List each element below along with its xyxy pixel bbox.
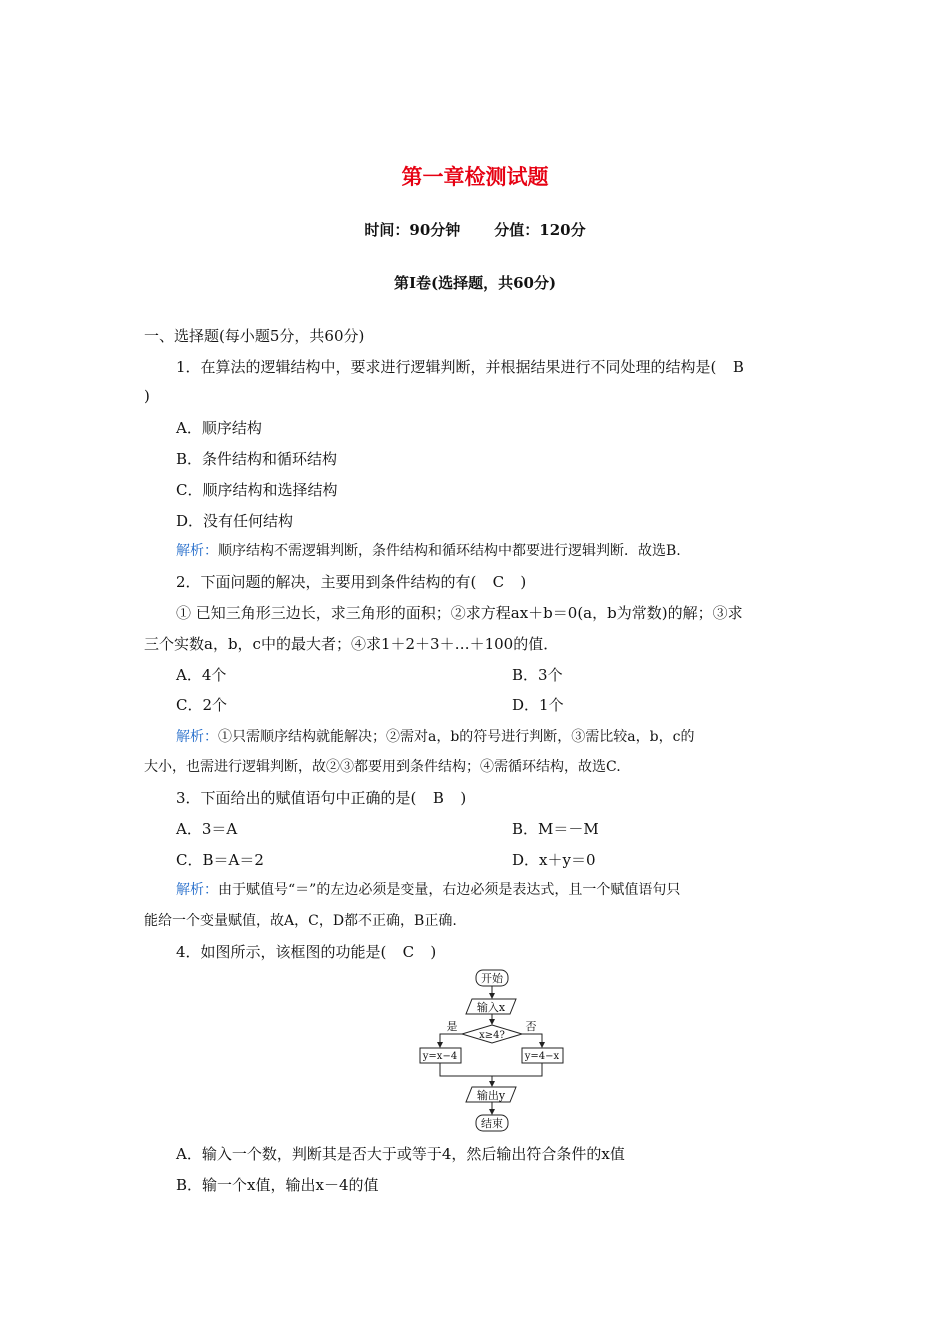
flowchart (410, 966, 580, 1136)
section-heading: 一、选择题(每小题5分，共60分) (144, 327, 365, 345)
q2-option-c: C．2个 (176, 696, 228, 714)
q2-explanation-line-2: 大小，也需进行逻辑判断，故②③都要用到条件结构；④需循环结构，故选C. (144, 759, 621, 775)
flow-no-label: 否 (525, 1020, 537, 1033)
flow-right-label: y=4−x (524, 1051, 560, 1062)
q2-body-line-2: 三个实数a，b，c中的最大者；④求1＋2＋3＋…＋100的值． (144, 635, 559, 653)
flow-decision-label: x≥4? (479, 1030, 505, 1041)
flow-left-label: y=x−4 (422, 1051, 458, 1062)
q1-explanation-label: 解析： (176, 543, 218, 559)
q2-explanation-label: 解析： (176, 729, 218, 745)
q2-option-b: B．3个 (512, 666, 563, 684)
q3-option-c: C．B＝A＝2 (176, 851, 264, 869)
q2-option-d: D．1个 (512, 696, 564, 714)
q3-answer: B (432, 789, 444, 807)
exam-meta (0, 219, 950, 240)
q2-stem: 2．下面问题的解决，主要用到条件结构的有( C ) (176, 573, 527, 591)
flow-input-label: 输入x (476, 1001, 506, 1014)
flow-start-label: 开始 (481, 972, 503, 985)
q3-explanation-label: 解析： (176, 882, 218, 898)
q1-option-a: A．顺序结构 (176, 419, 262, 437)
q1-explanation: 解析：顺序结构不需逻辑判断，条件结构和循环结构中都要进行逻辑判断．故选B. (176, 543, 681, 559)
exam-time: 时间：90分钟 (364, 221, 461, 239)
q4-option-a: A．输入一个数，判断其是否大于或等于4，然后输出符合条件的x值 (176, 1145, 625, 1163)
q3-explanation-line-1: 解析：由于赋值号“＝”的左边必须是变量，右边必须是表达式，且一个赋值语句只 (176, 882, 681, 898)
q2-answer: C (492, 573, 505, 591)
q3-option-a: A．3＝A (176, 820, 238, 838)
q2-option-a: A．4个 (176, 666, 227, 684)
q3-explanation-line-2: 能给一个变量赋值，故A，C，D都不正确，B正确. (144, 913, 457, 929)
q3-stem: 3．下面给出的赋值语句中正确的是( B ) (176, 789, 467, 807)
exam-score: 分值：120分 (494, 221, 586, 239)
q3-option-d: D．x＋y＝0 (512, 851, 596, 869)
q1-answer: B (732, 358, 744, 376)
flow-end-label: 结束 (481, 1117, 503, 1130)
flow-yes-label: 是 (446, 1020, 458, 1033)
q3-option-b: B．M＝－M (512, 820, 599, 838)
q4-stem: 4．如图所示，该框图的功能是( C ) (176, 943, 437, 961)
q1-stem-close: ) (144, 387, 150, 405)
q2-explanation-line-1: 解析：①只需顺序结构就能解决；②需对a，b的符号进行判断，③需比较a，b，c的 (176, 729, 695, 745)
page-title: 第一章检测试题 (401, 164, 549, 189)
q4-answer: C (402, 943, 415, 961)
q2-body-line-1: ① 已知三角形三边长，求三角形的面积；②求方程ax＋b＝0(a，b为常数)的解；③求 (176, 604, 743, 622)
q1-stem: 1．在算法的逻辑结构中，要求进行逻辑判断，并根据结果进行不同处理的结构是( B (176, 356, 760, 377)
q4-option-b: B．输一个x值，输出x－4的值 (176, 1176, 379, 1194)
q1-option-c: C．顺序结构和选择结构 (176, 481, 338, 499)
part-heading: 第Ⅰ卷(选择题，共60分) (393, 274, 557, 292)
flow-output-label: 输出y (476, 1089, 506, 1102)
q1-option-b: B．条件结构和循环结构 (176, 450, 338, 468)
q1-option-d: D．没有任何结构 (176, 512, 294, 530)
